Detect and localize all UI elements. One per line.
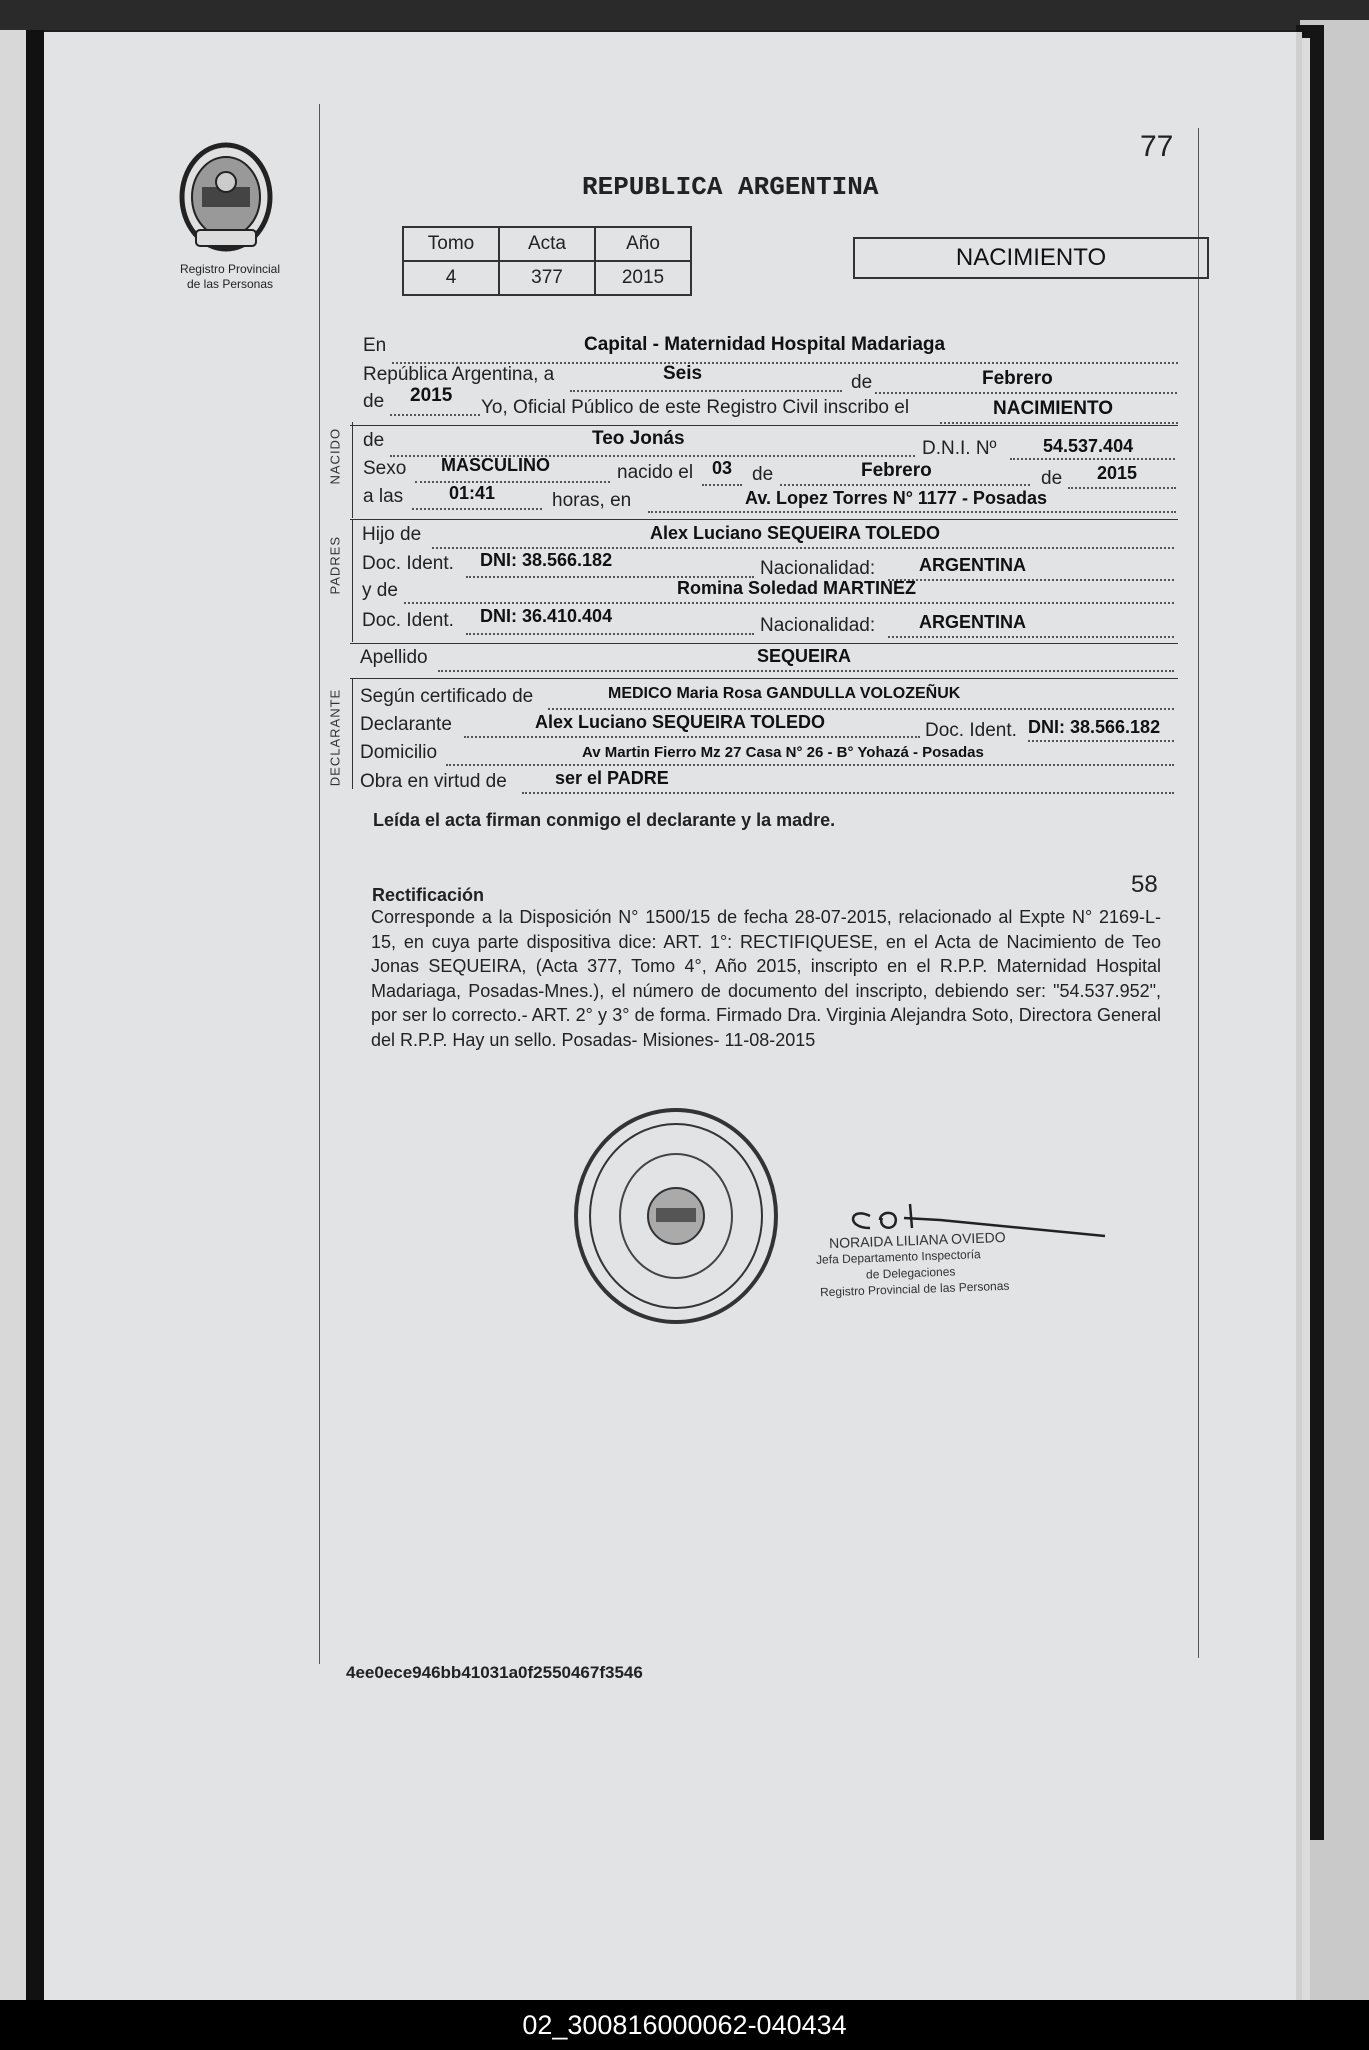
apellido-label: Apellido (360, 647, 428, 668)
tomo-value: 4 (403, 261, 499, 295)
nacido-de-label: de (363, 430, 385, 451)
acta-label: Acta (499, 227, 595, 261)
logo-caption-line1: Registro Provincial (179, 262, 281, 276)
left-margin-rule (319, 104, 320, 1664)
page-number: 77 (1140, 130, 1174, 163)
act-type-box: NACIMIENTO (853, 237, 1209, 279)
intro-separator (350, 425, 1178, 426)
sexo-label: Sexo (363, 458, 407, 479)
madre-nombre: Romina Soledad MARTINEZ (677, 578, 917, 598)
anio-value: 2015 (595, 261, 691, 295)
hijo-de-label: Hijo de (362, 524, 422, 545)
madre-nac-label: Nacionalidad: (760, 615, 876, 636)
mes-dots (875, 392, 1177, 394)
certificado-label: Según certificado de (360, 686, 534, 707)
registry-seal-icon (570, 1104, 782, 1329)
rectificacion-number: 58 (1131, 871, 1158, 898)
declarante-dots (464, 736, 920, 738)
tomo-label: Tomo (403, 227, 499, 261)
padre-nombre: Alex Luciano SEQUEIRA TOLEDO (650, 523, 941, 543)
nacido-side-label: NACIDO (327, 427, 343, 485)
acta-value: 377 (499, 261, 595, 295)
intro-dia: Seis (663, 363, 703, 384)
nacido-de-label-3: de (1041, 468, 1063, 489)
intro-mes: Febrero (982, 368, 1053, 389)
nacido-dni: 54.537.404 (1043, 436, 1134, 456)
binder-top (0, 0, 1369, 30)
obra-dots (522, 792, 1174, 794)
nacido-mes: Febrero (861, 460, 932, 481)
signature-line2: Jefa Departamento Inspectoría (815, 1247, 981, 1267)
padre-nacionalidad: ARGENTINA (919, 555, 1026, 575)
signature-line3: de Delegaciones (865, 1264, 956, 1282)
left-binding (26, 30, 44, 2000)
intro-de-label-2: de (363, 391, 385, 412)
nacido-sexo: MASCULINO (441, 455, 550, 475)
reference-table (402, 226, 692, 296)
nacido-lugar: Av. Lopez Torres N° 1177 - Posadas (745, 488, 1047, 508)
madre-doc-label: Doc. Ident. (362, 610, 454, 631)
document-hash: 4ee0ece946bb41031a0f2550467f3546 (346, 1663, 643, 1682)
intro-anio: 2015 (410, 385, 453, 406)
inscripcion-dots (940, 422, 1178, 424)
intro-de-label: de (851, 372, 873, 393)
madre-nacionalidad: ARGENTINA (919, 612, 1026, 632)
certificado-dots (548, 708, 1174, 710)
rectificacion-title: Rectificación (372, 885, 485, 905)
madre-doc: DNI: 36.410.404 (480, 606, 613, 626)
a-las-label: a las (363, 486, 404, 507)
padre-nac-dots (888, 579, 1174, 581)
republica-dots (570, 390, 842, 392)
declarante-doc-dots (1028, 740, 1174, 742)
nacido-dia-dots (702, 484, 742, 486)
anio-label: Año (595, 227, 691, 261)
closing-statement: Leída el acta firman conmigo el declarante y la madre. (373, 810, 836, 830)
apellido-dots (438, 670, 1174, 672)
nacido-anio-dots (1068, 487, 1176, 489)
domicilio-value: Av Martin Fierro Mz 27 Casa N° 26 - B° Yohazá - Posadas (582, 744, 984, 761)
nacido-de-label-2: de (752, 464, 774, 485)
signature-line4: Registro Provincial de las Personas (819, 1278, 1010, 1300)
y-de-label: y de (362, 580, 398, 601)
yo-text: Yo, Oficial Público de este Registro Civil inscribo el (481, 397, 910, 418)
intro-inscripcion: NACIMIENTO (993, 398, 1113, 419)
declarante-side-label: DECLARANTE (327, 688, 343, 787)
nacido-nombre: Teo Jonás (592, 428, 685, 449)
domicilio-label: Domicilio (360, 742, 438, 763)
sexo-dots (415, 481, 610, 483)
padre-nac-label: Nacionalidad: (760, 558, 876, 579)
republica-label: República Argentina, a (363, 364, 555, 385)
madre-dots (404, 602, 1174, 604)
province-logo (176, 142, 276, 257)
padres-separator (350, 643, 1178, 644)
padre-doc: DNI: 38.566.182 (480, 550, 613, 570)
madre-doc-dots (466, 633, 754, 635)
nacido-hora: 01:41 (449, 483, 496, 503)
logo-caption-line2: de las Personas (186, 277, 274, 291)
dni-label: D.N.I. Nº (922, 438, 997, 459)
declarante-nombre: Alex Luciano SEQUEIRA TOLEDO (535, 712, 826, 732)
declarante-doc-label: Doc. Ident. (925, 720, 1017, 741)
certificado-value: MEDICO Maria Rosa GANDULLA VOLOZEÑUK (608, 685, 961, 702)
padre-doc-label: Doc. Ident. (362, 553, 454, 574)
padres-side-label: PADRES (327, 536, 343, 595)
obra-value: ser el PADRE (555, 768, 669, 788)
domicilio-dots (446, 764, 1174, 766)
footer-id: 02_300816000062-040434 (0, 2000, 1369, 2050)
madre-nac-dots (888, 636, 1174, 638)
padre-dots (432, 547, 1174, 549)
left-page-edge (0, 30, 26, 2000)
intro-lugar: Capital - Maternidad Hospital Madariaga (584, 334, 946, 355)
nacido-lugar-dots (648, 511, 1176, 513)
hora-dots (412, 508, 542, 510)
apellido-value: SEQUEIRA (757, 646, 852, 666)
nacido-mes-dots (780, 484, 1030, 486)
dni-dots (1010, 458, 1175, 460)
right-margin-rule (1198, 128, 1199, 1658)
signature-line1: NORAIDA LILIANA OVIEDO (828, 1228, 1006, 1252)
nacido-el-label: nacido el (617, 462, 694, 483)
declarante-doc: DNI: 38.566.182 (1028, 717, 1161, 737)
padres-bracket (352, 520, 353, 642)
obra-label: Obra en virtud de (360, 771, 507, 792)
nacido-bracket (352, 422, 353, 518)
declarante-label: Declarante (360, 714, 452, 735)
apellido-separator (350, 678, 1178, 679)
anio-dots (390, 414, 480, 416)
declarante-bracket (352, 679, 353, 789)
en-label: En (363, 335, 387, 356)
document-title: REPUBLICA ARGENTINA (582, 172, 879, 202)
horas-en-label: horas, en (552, 490, 632, 511)
nacido-dia: 03 (712, 458, 733, 478)
nacido-separator (350, 519, 1178, 520)
rectificacion-text: Corresponde a la Disposición N° 1500/15 de fecha 28-07-2015, relacionado al Expte N° 2169-L-15, en cuya parte dispositiva dice: ART. 1°: RECTIFIQUESE, en el Acta de Nacimiento de Teo Jonas SEQUEIRA, (Acta 377, Tomo 4°, Año 2015, inscripto en el R.P.P. Maternidad Hospital Madariaga, Posadas-Mnes.), el número de documento del inscripto, debiendo ser: "54.537.952", por ser lo correcto.- ART. 2° y 3° de forma. Firmado Dra. Virginia Alejandra Soto, Directora General del R.P.P. Hay un sello. Posadas- Misiones- 11-08-2015 (371, 907, 1161, 1050)
misiones-coat-of-arms-icon (176, 142, 276, 257)
nacido-anio: 2015 (1097, 463, 1138, 483)
official-seal (570, 1104, 782, 1329)
